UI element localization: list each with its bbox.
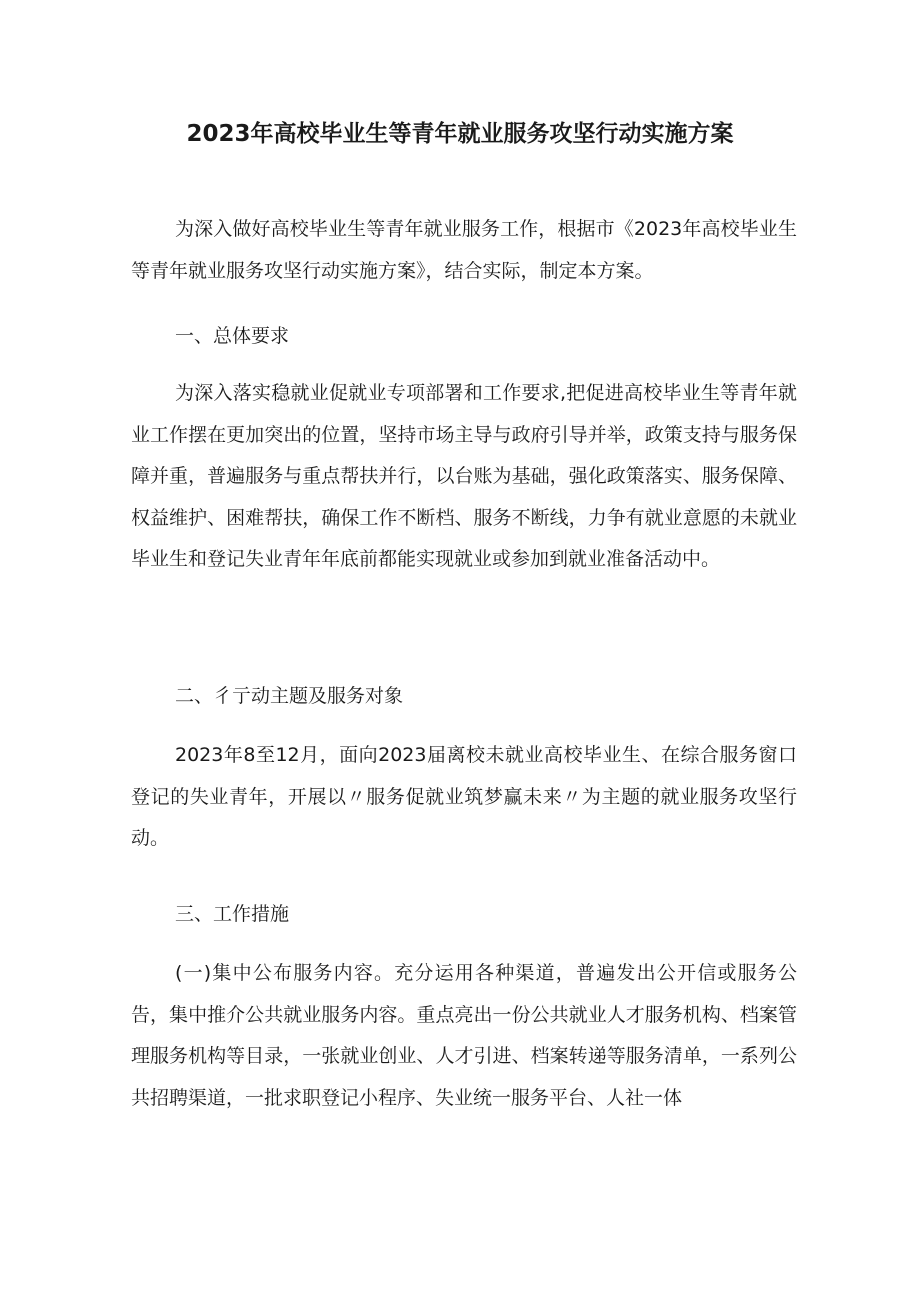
section2-heading: 二、彳亍动主题及服务对象	[175, 685, 404, 707]
document-title: 2023年高校毕业生等青年就业服务攻坚行动实施方案	[186, 121, 734, 147]
section1-heading: 一、总体要求	[175, 325, 290, 347]
intro-paragraph: 为深入做好高校毕业生等青年就业服务工作，根据市《2023年高校毕业生等青年就业服务攻坚行动实施方案》，结合实际，制定本方案。	[131, 218, 797, 282]
section1-body: 为深入落实稳就业促就业专项部署和工作要求,把促进高校毕业生等青年就业工作摆在更加突出的位置，坚持市场主导与政府引导并举，政策支持与服务保障并重，普遍服务与重点帮扶并行，以台账为基础，强化政策落实、服务保障、权益维护、困难帮扶，确保工作不断档、服务不断线，力争有就业意愿的未就业毕业生和登记失业青年年底前都能实现就业或参加到就业准备活动中。	[131, 382, 797, 570]
section3-heading: 三、工作措施	[175, 903, 290, 925]
section2-body: 2023年8至12月，面向2023届离校未就业高校毕业生、在综合服务窗口登记的失业青年，开展以〃服务促就业筑梦赢未来〃为主题的就业服务攻坚行动。	[131, 744, 797, 849]
section3-item1: (一)集中公布服务内容。充分运用各种渠道，普遍发出公开信或服务公告，集中推介公共就业服务内容。重点亮出一份公共就业人才服务机构、档案管理服务机构等目录，一张就业创业、人才引进、档案转递等服务清单，一系列公共招聘渠道，一批求职登记小程序、失业统一服务平台、人社一体	[131, 962, 797, 1109]
